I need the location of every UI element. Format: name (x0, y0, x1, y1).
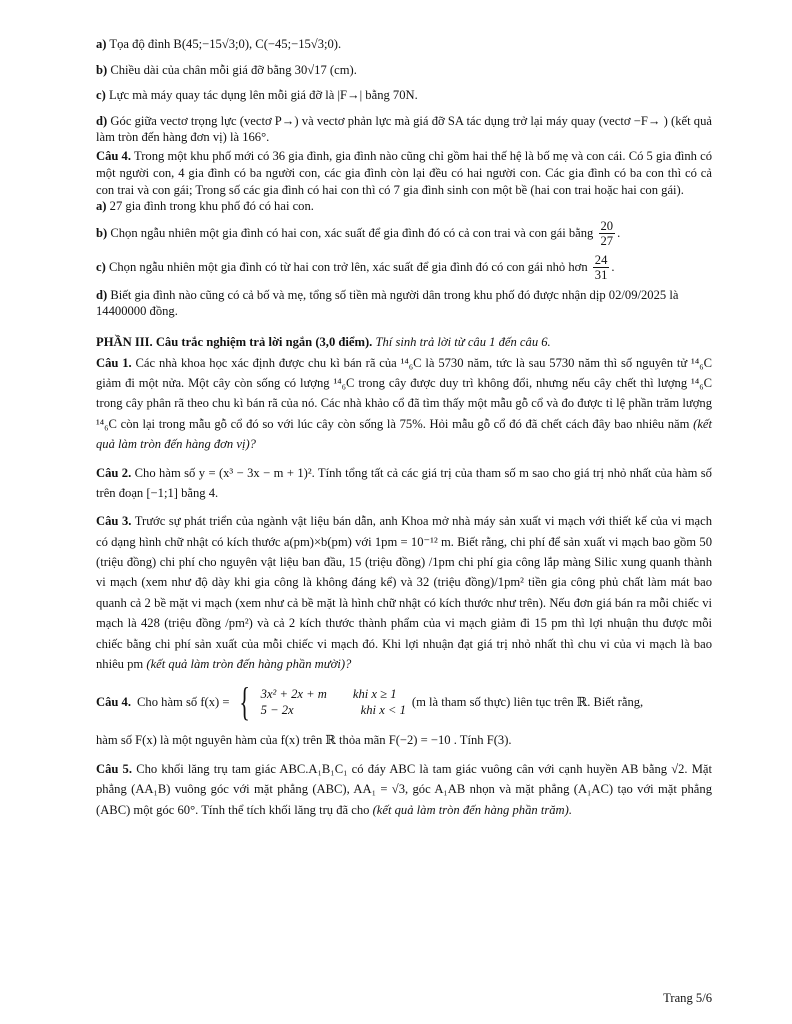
exam-page (96, 36, 712, 828)
left-brace: { (239, 679, 251, 725)
cau4-statement-c: c) Chọn ngẫu nhiên một gia đình có từ hai con trở lên, xác suất để gia đình đó có con gái nhỏ hơn $\frac{24}{31}$ . (96, 252, 615, 283)
fraction-24-31: $\frac{24}{31}$ (594, 252, 608, 283)
cau4-statement-b: b) Chọn ngẫu nhiên một gia đình có hai con, xác suất để gia đình đó có cả con trai và con gái bằng $\frac{20}{27}$ . (96, 218, 621, 249)
cau4-intro: Câu 4. Trong một khu phố mới có 36 gia đình, gia đình nào cũng chỉ gồm hai thế hệ là bố mẹ và con cái. Có 5 gia đình có một người con, 4 gia đình có ba người con, các gia đình còn lại đều có hai người con. Các gia đình có ba con thì có cả con trai và con gái; Trong số các gia đình có hai con thì có 7 gia đình sinh con một bề (hai con trai hoặc hai con gái). (96, 149, 713, 197)
q3-statement-a: a) Tọa độ đỉnh B(45;−15√3;0), C(−45;−15√3;0). (96, 37, 342, 51)
q3-statement-b: b) Chiều dài của chân mỗi giá đỡ bằng 30√17 (cm). (96, 62, 357, 77)
question-4-piecewise: Câu 4. Cho hàm số f(x) = { 3x² + 2x + m khi x ≥ 1 5 − 2x khi x < 1 (m là tham số thực) liên tục trên ℝ. Biết rằng, (96, 679, 644, 725)
piecewise-cases: 3x² + 2x + m khi x ≥ 1 5 − 2x khi x < 1 (260, 686, 406, 718)
question-4-text: hàm số F(x) là một nguyên hàm của f(x) trên ℝ thỏa mãn F(−2) = −10 . Tính F(3). (96, 733, 512, 748)
q3-statement-d: d) Góc giữa vectơ trọng lực (vectơ P→) và vectơ phản lực mà giá đỡ SA tác dụng trở lại máy quay (vectơ −F→ ) (kết quả làm tròn đến hàng đơn vị) là 166°. (96, 113, 712, 145)
question-3: Câu 3. Trước sự phát triển của ngành vật liệu bán dẫn, anh Khoa mở nhà máy sản xuất vi mạch với thiết kế của vi mạch có dạng hình chữ nhật có kích thước a(pm)×b(pm) với 1pm = 10⁻¹² m. Biết rằng, chi phí để sản xuất vi mạch bao gồm 50 (triệu đồng) chi phí cho nguyên vật liệu ban đầu, 15 (triệu đồng) /1pm chi phí gia công lắp màng Silic xung quanh thành vi mạch (xem như độ dày khi gia công là không đáng kể) và 32 (triệu đồng)/1pm² tiền gia công phủ chất làm mát bao quanh cả 2 bề mặt vi mạch (xem như cả bề mặt là hình chữ nhật có kích thước như trên). Nếu đơn giá bán ra mỗi chiếc vi mạch là 428 (triệu đồng /pm²) và cả 2 kích thước thành phẩm của vi mạch giảm đi 15 pm thì lợi nhuận thu được mỗi chiếc bằng chi phí sản xuất của mỗi chiếc vi mạch đó. Khi lợi nhuận đạt giá trị nhỏ nhất thì chu vi của vi mạch là bao nhiêu pm (kết quả làm tròn đến hàng phần mười)? (96, 514, 713, 672)
q3-statement-c: c) Lực mà máy quay tác dụng lên mỗi giá đỡ là |F→| bằng 70N. (96, 88, 418, 103)
fraction-20-27: $\frac{20}{27}$ (600, 218, 614, 249)
cau4-statement-d: d) Biết gia đình nào cũng có cả bố và mẹ, tổng số tiền mà người dân trong khu phố đó được nhận dịp 02/09/2025 là 14400000 đồng. (96, 287, 679, 319)
question-5: Câu 5. Cho khối lăng trụ tam giác ABC.A₁B₁C₁ có đáy ABC là tam giác vuông cân với cạnh huyền AB bằng √2. Mặt phẳng (AA₁B) vuông góc với mặt phẳng (ABC), AA₁ = √3, góc A₁AB nhọn và mặt phẳng (A₁AC) tạo với mặt phẳng (ABC) một góc 60°. Tính thể tích khối lăng trụ đã cho (kết quả làm tròn đến hàng phần trăm). (96, 761, 712, 817)
part3-heading: PHẦN III. Câu trắc nghiệm trả lời ngắn (3,0 điểm). Thí sinh trả lời từ câu 1 đến câu 6. (96, 334, 551, 349)
question-1: Câu 1. Các nhà khoa học xác định được chu kì bán rã của ¹⁴₆C là 5730 năm, tức là sau 5730 năm thì số nguyên tử ¹⁴₆C giảm đi một nửa. Một cây còn sống có lượng ¹⁴₆C trong cây được duy trì không đổi, nhưng nếu cây chết thì lượng ¹⁴₆C trong cây phân rã theo chu kì bán rã của nó. Các nhà khảo cổ đã tìm thấy một mẫu gỗ cổ và đo được tỉ lệ phần trăm lượng ¹⁴₆C còn lại trong mẫu gỗ cổ đó so với lúc cây còn sống là 75%. Hỏi mẫu gỗ cổ đó đã chết cách đây bao nhiêu năm (kết quả làm tròn đến hàng đơn vị)? (96, 355, 713, 452)
page-number: Trang 5/6 (663, 991, 712, 1005)
question-2: Câu 2. Cho hàm số y = (x³ − 3x − m + 1)². Tính tổng tất cả các giá trị của tham số m sao cho giá trị nhỏ nhất của hàm số trên đoạn [−1;1] bằng 4. (96, 465, 712, 500)
cau4-statement-a: a) 27 gia đình trong khu phố đó có hai con. (96, 199, 314, 214)
